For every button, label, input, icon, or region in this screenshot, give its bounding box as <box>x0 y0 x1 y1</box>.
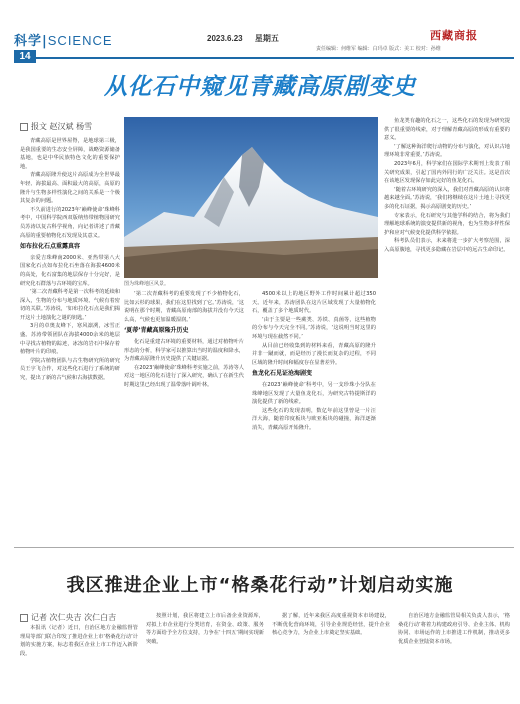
article1-column-4 <box>384 117 510 542</box>
section-en: SCIENCE <box>47 33 113 48</box>
paragraph: ‘第二次青藏科考的重要发现了不少植物化石，比如云杉的球果，我们在这里找到了它。’苏涛说，‘这说明在那个时期，青藏高原南部的海拔并没有今天这么高，气候也更加温暖湿润。’ <box>124 291 244 323</box>
paragraph: 这些化石的发现表明，数亿年前这里曾是一片汪洋大海，随着印度板块与欧亚板块的碰撞，海洋逐渐消失，青藏高原开始隆升。 <box>252 407 376 431</box>
paragraph: 化石是重建古环境的重要材料，通过对植物叶片形态的分析，科学家可以推算出当时的温度和降水，为青藏高原隆升历史提供了关键证据。 <box>124 338 244 363</box>
paragraph: ‘了解这种海洋爬行动物的分布与演化，对认识古地理环境非常重要。’苏涛说。 <box>384 143 510 159</box>
paragraph: 从目前已经收集到的材料来看，青藏高原的隆升并非一蹴而就，而是经历了漫长而复杂的过程，不同区域的隆升时间和幅度存在显著差异。 <box>252 342 376 366</box>
byline-authors: 次仁央吉 次仁白吉 <box>49 613 117 622</box>
paragraph: 据了解，近年来我区高度重视资本市场建设，不断优化营商环境，引导企业规范经营，提升企业核心竞争力，为企业上市奠定坚实基础。 <box>272 613 390 637</box>
paragraph: 在2023‘巅峰使命’珠峰科考实施之前，苏涛等人对这一地区的化石进行了深入研究，确认了在新生代时期这里已经出现了温带落叶阔叶林。 <box>124 364 244 388</box>
byline-authors: 赵汉斌 杨雪 <box>49 122 93 131</box>
header-rule <box>36 57 514 59</box>
subhead: 如布拉化石点重露真容 <box>20 243 81 251</box>
page-header <box>0 0 520 62</box>
everest-photo <box>124 117 378 278</box>
paragraph: 2023年6月，科学家们在国际学术期刊上发表了相关研究成果，引起了国内外同行的广泛关注。这是首次在该地区发现保存如此完好的鱼龙化石。 <box>384 160 510 185</box>
article-divider <box>14 547 514 548</box>
article2-column-4 <box>398 612 510 700</box>
article2-byline <box>20 612 116 623</box>
byline-box-icon <box>20 614 28 622</box>
article2-headline: 我区推进企业上市“格桑花行动”计划启动实施 <box>66 575 454 596</box>
paragraph: 青藏高原是世界屋脊，是地球第三极，是我国重要的生态安全屏障，战略资源储备基地，也是中华民族特色文化的重要保护地。 <box>20 138 120 170</box>
paragraph: 按照计划，我区将建立上市后备企业资源库，对拟上市企业进行分类培育，在资金、政策、服务等方面给予全方位支持，力争在‘十四五’期间实现新突破。 <box>146 613 264 645</box>
paragraph: 科考队员们表示，未来将进一步扩大考察范围，深入高原腹地，寻找更多隐藏在岩层中的远古生命印记。 <box>384 238 510 253</box>
subhead: 鱼龙化石见证沧海剧变 <box>252 370 313 378</box>
article2-column-2 <box>146 612 264 700</box>
paragraph: 亲爱吉珠峰南2000米、亚热带第八大国家化石点如布拉化石坐落在海拔4600米的高处，化石富集的地层保存十分完好，是研究化石群落与古环境的宝库。 <box>20 254 120 287</box>
paragraph: 自治区地方金融监管局相关负责人表示，‘格桑花行动’将着力构建政府引导、企业主体、机构协同、市场运作的上市推进工作机制，推动更多优质企业登陆资本市场。 <box>398 613 510 645</box>
page-number: 14 <box>14 50 36 63</box>
article2-column-3 <box>272 612 390 700</box>
paragraph: 4500米以上的地区野外工作时间累计超过350天。近年来，苏涛团队在这片区域发现了大量植物化石，覆盖了多个地质时代。 <box>252 291 376 315</box>
newspaper-name: 西藏商报 <box>430 29 478 42</box>
date-bar <box>207 33 289 44</box>
paragraph: ‘第二次青藏科考是第一次科考的延续和深入，生物的分布与地质环境、气候有着密切的关联。’苏涛说，‘如布拉化石点是我们揭开这片土地演化之谜的钥匙。’ <box>20 289 120 321</box>
paragraph: ‘随着古环境研究的深入，我们对青藏高原的认识将越来越全面。’苏涛说，‘我们将继续在这片土地上寻找更多的化石证据，揭示高原剧变的历史。’ <box>384 186 510 210</box>
article1-headline: 从化石中窥见青藏高原剧变史 <box>104 74 416 100</box>
issue-date: 2023.6.23 <box>207 34 243 43</box>
section-cn: 科学 <box>14 34 43 49</box>
byline-box-icon <box>20 123 28 131</box>
paragraph: 专家表示，化石研究与其他学科的结合，将为我们理解地球系统的演变提供新的视角，也为生物多样性保护和应对气候变化提供科学依据。 <box>384 212 510 236</box>
paragraph: 3月的卓奥友峰下，寒风凛冽，冰雪正盛。苏涛带领团队在海拔4000余米的地层中寻找古植物的踪迹，冰冻的岩石中保存着植物叶片的印痕。 <box>20 323 120 356</box>
byline-label: 记者 <box>31 613 47 622</box>
article2-column-1 <box>20 624 138 700</box>
paragraph: 青藏高原隆升使这片高原成为全世界最年轻、海拔最高、面积最大的高原，高原的隆升与生物多样性演化之间的关系是一个极其复杂的问题。 <box>20 172 120 205</box>
section-sep: | <box>42 34 48 49</box>
paragraph: 本报讯（记者）近日，自治区地方金融监督管理局等部门联合印发了推进企业上市‘格桑花行动’计划的实施方案，标志着我区企业上市工作迈入新阶段。 <box>20 625 138 657</box>
article1-column-3 <box>252 290 376 542</box>
subhead: ‘夏蒂’青藏高原隆升历史 <box>124 327 189 335</box>
article1-column-1 <box>20 137 120 542</box>
paragraph: 学院古植物团队与古生物研究所的研究员王宇飞合作，对这些化石进行了系统的研究，提出了新的古气候和古海拔数据。 <box>20 357 120 382</box>
byline-label: 报文 <box>31 122 47 131</box>
paragraph: 在2023‘巅峰使命’科考中，另一支珍珠小分队在珠峰地区发现了大量鱼龙化石，为研究古特提斯洋的演化提供了新的线索。 <box>252 381 376 406</box>
paragraph: 不久前进行的2023年‘巅峰使命’珠峰科考中，中国科学院西双版纳热带植物园研究员苏涛以复古科学视角，向记者讲述了青藏高原的重要植物化石发现及其意义。 <box>20 206 120 239</box>
article1-column-2 <box>124 290 244 542</box>
editor-credits: 责任编辑：何维军 编辑：白玛卓 版式：美工 校对：孙维 <box>316 46 441 52</box>
photo-caption: 图为珠峰地区风景。 <box>124 281 170 287</box>
paragraph: 鱼龙类有趣的化石之一，这些化石的发现为研究提供了很重要的线索，对于理解青藏高原的形成有重要的意义。 <box>384 118 510 142</box>
issue-weekday: 星期五 <box>254 34 279 43</box>
article1-byline <box>20 121 92 132</box>
section-title <box>14 30 113 49</box>
paragraph: ‘由于主要是一些蕨类、苏铁、真菌等，这些植物的分布与今天完全不同。’苏涛说，‘这说明当时这里的环境与现在截然不同。’ <box>252 316 376 340</box>
